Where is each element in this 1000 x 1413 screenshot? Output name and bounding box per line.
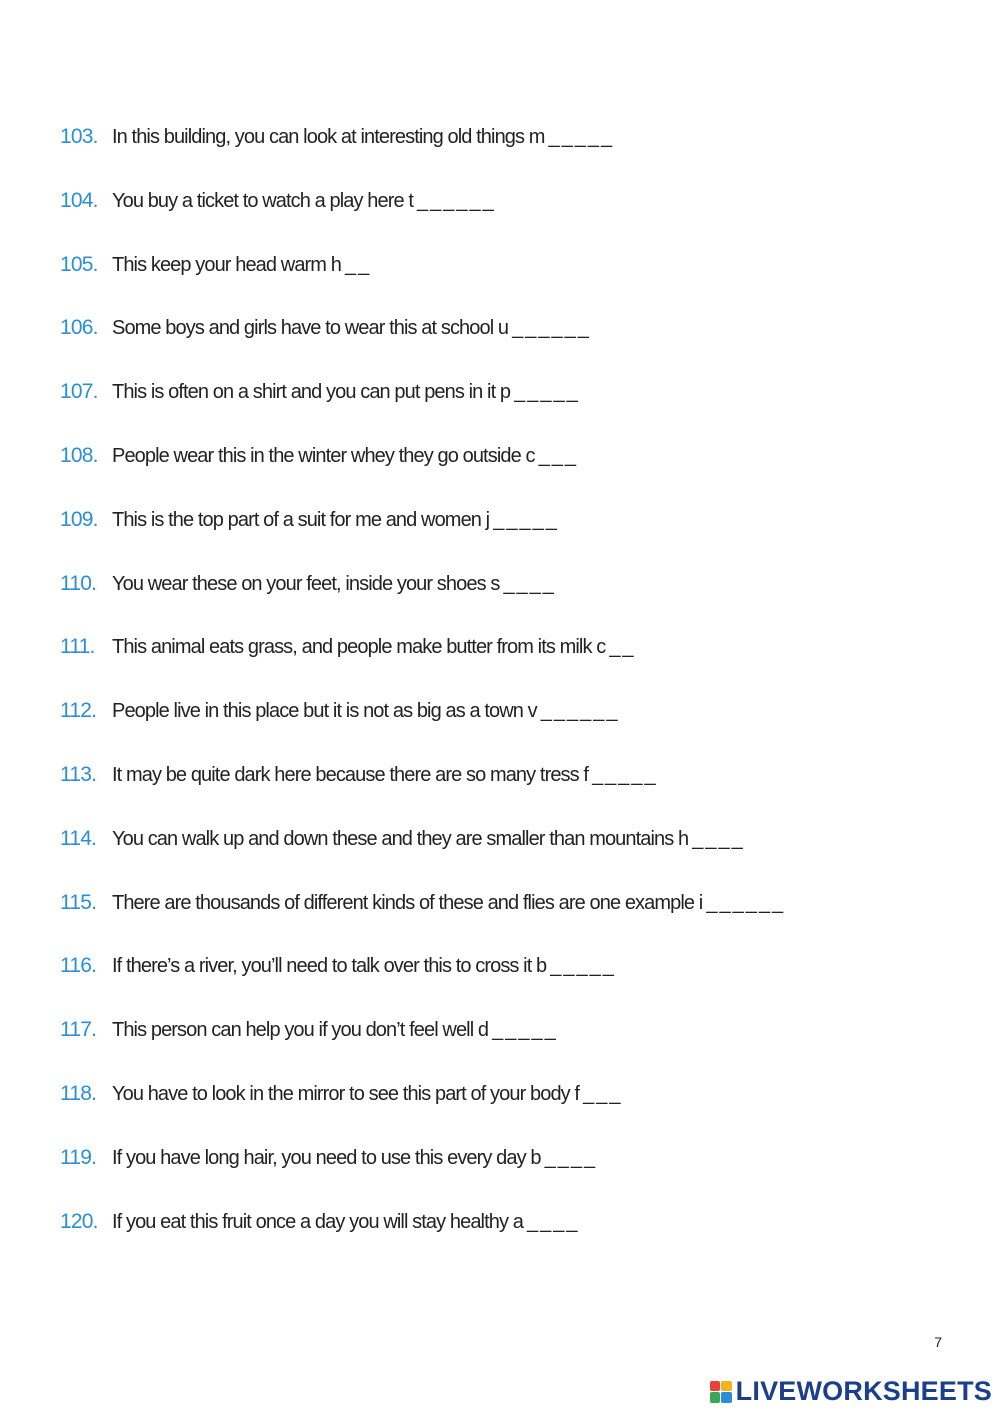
question-item — [60, 756, 960, 820]
question-item — [60, 692, 960, 756]
question-item — [60, 309, 960, 373]
question-text: If you eat this fruit once a day you will stay healthy a — [112, 1210, 523, 1233]
answer-blank[interactable]: ____ — [692, 827, 745, 850]
question-text: If there’s a river, you’ll need to talk over this to cross it b — [112, 955, 547, 978]
answer-blank[interactable]: ______ — [512, 317, 591, 340]
question-item — [60, 373, 960, 437]
answer-blank[interactable]: ______ — [417, 189, 496, 212]
question-item — [60, 947, 960, 1011]
answer-blank[interactable]: _____ — [592, 763, 658, 786]
question-item — [60, 501, 960, 565]
question-number: 116. — [60, 954, 97, 978]
question-text: It may be quite dark here because there are so many tress f — [112, 763, 589, 786]
question-number: 118. — [60, 1081, 97, 1105]
question-text: There are thousands of different kinds of these and flies are one example i — [112, 891, 703, 914]
question-number: 117. — [60, 1018, 97, 1042]
answer-blank[interactable]: __ — [344, 253, 372, 276]
answer-blank[interactable]: _____ — [548, 126, 615, 148]
answer-blank[interactable]: __ — [609, 636, 636, 659]
question-item — [60, 246, 960, 310]
question-item — [60, 182, 960, 246]
question-item — [60, 628, 960, 692]
question-text: People wear this in the winter whey they go outside c — [112, 444, 535, 467]
answer-blank[interactable]: ______ — [540, 700, 620, 723]
answer-blank[interactable]: _____ — [514, 381, 580, 404]
question-item — [60, 1011, 960, 1075]
question-text: This keep your head warm h — [112, 253, 341, 276]
answer-blank[interactable]: ______ — [706, 891, 786, 914]
brand-footer[interactable] — [710, 1376, 992, 1407]
question-item — [60, 1139, 960, 1203]
question-item — [60, 118, 960, 182]
question-number: 106. — [60, 316, 98, 340]
logo-square-red — [710, 1381, 721, 1392]
question-text: In this building, you can look at interesting old things m — [112, 126, 545, 148]
answer-blank[interactable]: _____ — [550, 955, 616, 978]
question-text: This is often on a shirt and you can put pens in it p — [112, 381, 511, 404]
question-item — [60, 1203, 960, 1267]
question-number: 104. — [60, 188, 98, 212]
question-item — [60, 884, 960, 948]
question-text: This person can help you if you don’t feel well d — [112, 1019, 489, 1042]
question-number: 110. — [60, 571, 97, 595]
question-text: This is the top part of a suit for me and women j — [112, 508, 490, 531]
answer-blank[interactable]: _____ — [493, 508, 559, 531]
logo-square-green — [710, 1392, 721, 1403]
question-number: 115. — [60, 890, 97, 914]
liveworksheets-logo-icon — [710, 1381, 732, 1403]
question-number: 107. — [60, 380, 98, 404]
answer-blank[interactable]: _____ — [492, 1019, 558, 1042]
brand-name: LIVEWORKSHEETS — [735, 1376, 992, 1406]
question-number: 103. — [60, 125, 98, 148]
question-number: 114. — [60, 826, 97, 850]
question-number: 112. — [60, 699, 97, 723]
question-text: Some boys and girls have to wear this at school u — [112, 317, 509, 340]
question-number: 108. — [60, 443, 98, 467]
question-number: 105. — [60, 252, 98, 276]
question-item — [60, 565, 960, 629]
question-text: People live in this place but it is not as big as a town v — [112, 700, 537, 723]
answer-blank[interactable]: ____ — [544, 1146, 598, 1169]
question-number: 119. — [60, 1145, 97, 1169]
logo-square-yellow — [721, 1381, 732, 1392]
question-list — [60, 118, 960, 1266]
answer-blank[interactable]: ____ — [503, 572, 556, 595]
question-text: You wear these on your feet, inside your shoes s — [112, 572, 500, 595]
answer-blank[interactable]: ___ — [583, 1082, 623, 1105]
question-number: 109. — [60, 507, 98, 531]
logo-square-blue — [721, 1392, 732, 1403]
question-item — [60, 820, 960, 884]
question-text: You buy a ticket to watch a play here t — [112, 189, 414, 212]
question-item — [60, 437, 960, 501]
answer-blank[interactable]: ____ — [526, 1210, 580, 1233]
answer-blank[interactable]: ___ — [538, 444, 578, 467]
page-number: 7 — [934, 1334, 942, 1350]
question-text: You have to look in the mirror to see this part of your body f — [112, 1082, 580, 1105]
question-text: This animal eats grass, and people make butter from its milk c — [112, 636, 606, 659]
question-number: 113. — [60, 762, 97, 786]
question-text: You can walk up and down these and they are smaller than mountains h — [112, 827, 689, 850]
question-text: If you have long hair, you need to use this every day b — [112, 1146, 541, 1169]
question-item — [60, 1075, 960, 1139]
question-number: 111. — [60, 635, 95, 659]
question-number: 120. — [60, 1209, 98, 1233]
